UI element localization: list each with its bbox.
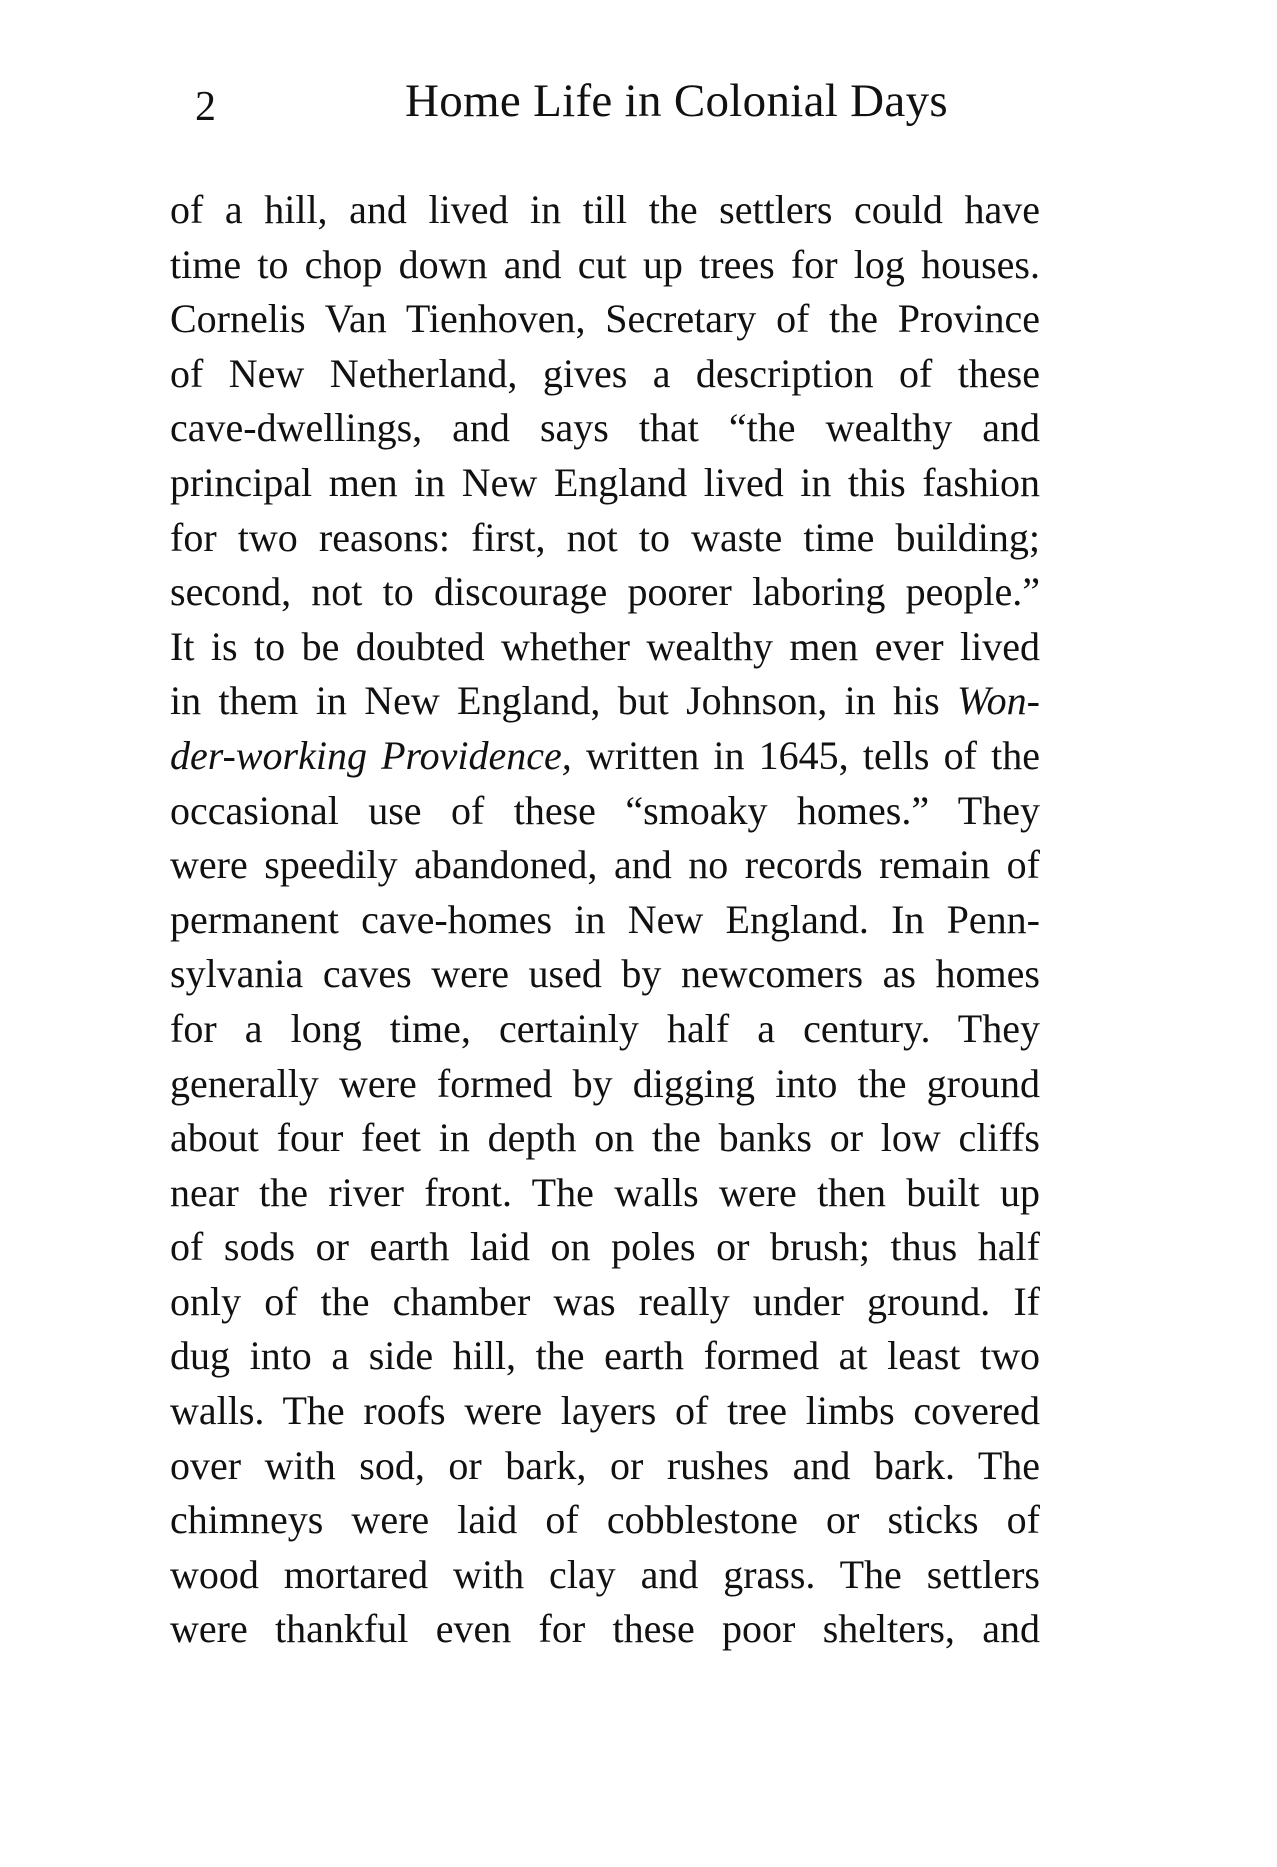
text-line: second, not to discourage poorer laboring people.” (170, 569, 1040, 615)
text-line: time to chop down and cut up trees for log houses. (170, 241, 1040, 287)
text-line: occasional use of these “smoaky homes.” They (170, 787, 1040, 833)
page-number: 2 (195, 84, 216, 130)
text-line: chimneys were laid of cobblestone or sticks of (170, 1497, 1040, 1543)
text-line: were speedily abandoned, and no records remain of (170, 842, 1040, 888)
text-line: permanent cave-homes in New England. In Penn- (170, 896, 1040, 942)
text-line: cave-dwellings, and says that “the wealthy and (170, 405, 1040, 451)
text-line: in them in New England, but Johnson, in his Won- (170, 678, 1040, 724)
text-line: der-working Providence, written in 1645, tells of the (170, 732, 1041, 778)
text-line: wood mortared with clay and grass. The settlers (170, 1551, 1040, 1597)
text-line: for a long time, certainly half a century. They (170, 1005, 1040, 1051)
text-line: over with sod, or bark, or rushes and bark. The (170, 1442, 1040, 1488)
text-line: dug into a side hill, the earth formed at least two (170, 1333, 1040, 1379)
text-line: Cornelis Van Tienhoven, Secretary of the Province (170, 296, 1040, 342)
text-line: sylvania caves were used by newcomers as homes (170, 951, 1040, 997)
body-text (170, 183, 1040, 1657)
text-line: only of the chamber was really under ground. If (170, 1278, 1040, 1324)
italic-title-start: Won- (957, 678, 1040, 724)
text-line: of New Netherland, gives a description of these (170, 350, 1040, 396)
italic-title-end: der-working Providence, (170, 732, 572, 778)
text-line: about four feet in depth on the banks or low cliffs (170, 1115, 1040, 1161)
running-title: Home Life in Colonial Days (405, 75, 948, 127)
text-line: principal men in New England lived in this fashion (170, 459, 1040, 505)
text-line: generally were formed by digging into the ground (170, 1060, 1040, 1106)
page-header (195, 75, 1035, 138)
text-line: near the river front. The walls were then built up (170, 1169, 1040, 1215)
text-line: walls. The roofs were layers of tree limbs covered (170, 1388, 1040, 1434)
text-line: of a hill, and lived in till the settlers could have (170, 187, 1040, 232)
text-line: It is to be doubted whether wealthy men ever lived (170, 623, 1040, 669)
text-line: for two reasons: first, not to waste time building; (170, 514, 1040, 560)
text-line: were thankful even for these poor shelters, and (170, 1606, 1040, 1652)
text-line: of sods or earth laid on poles or brush; thus half (170, 1224, 1040, 1270)
